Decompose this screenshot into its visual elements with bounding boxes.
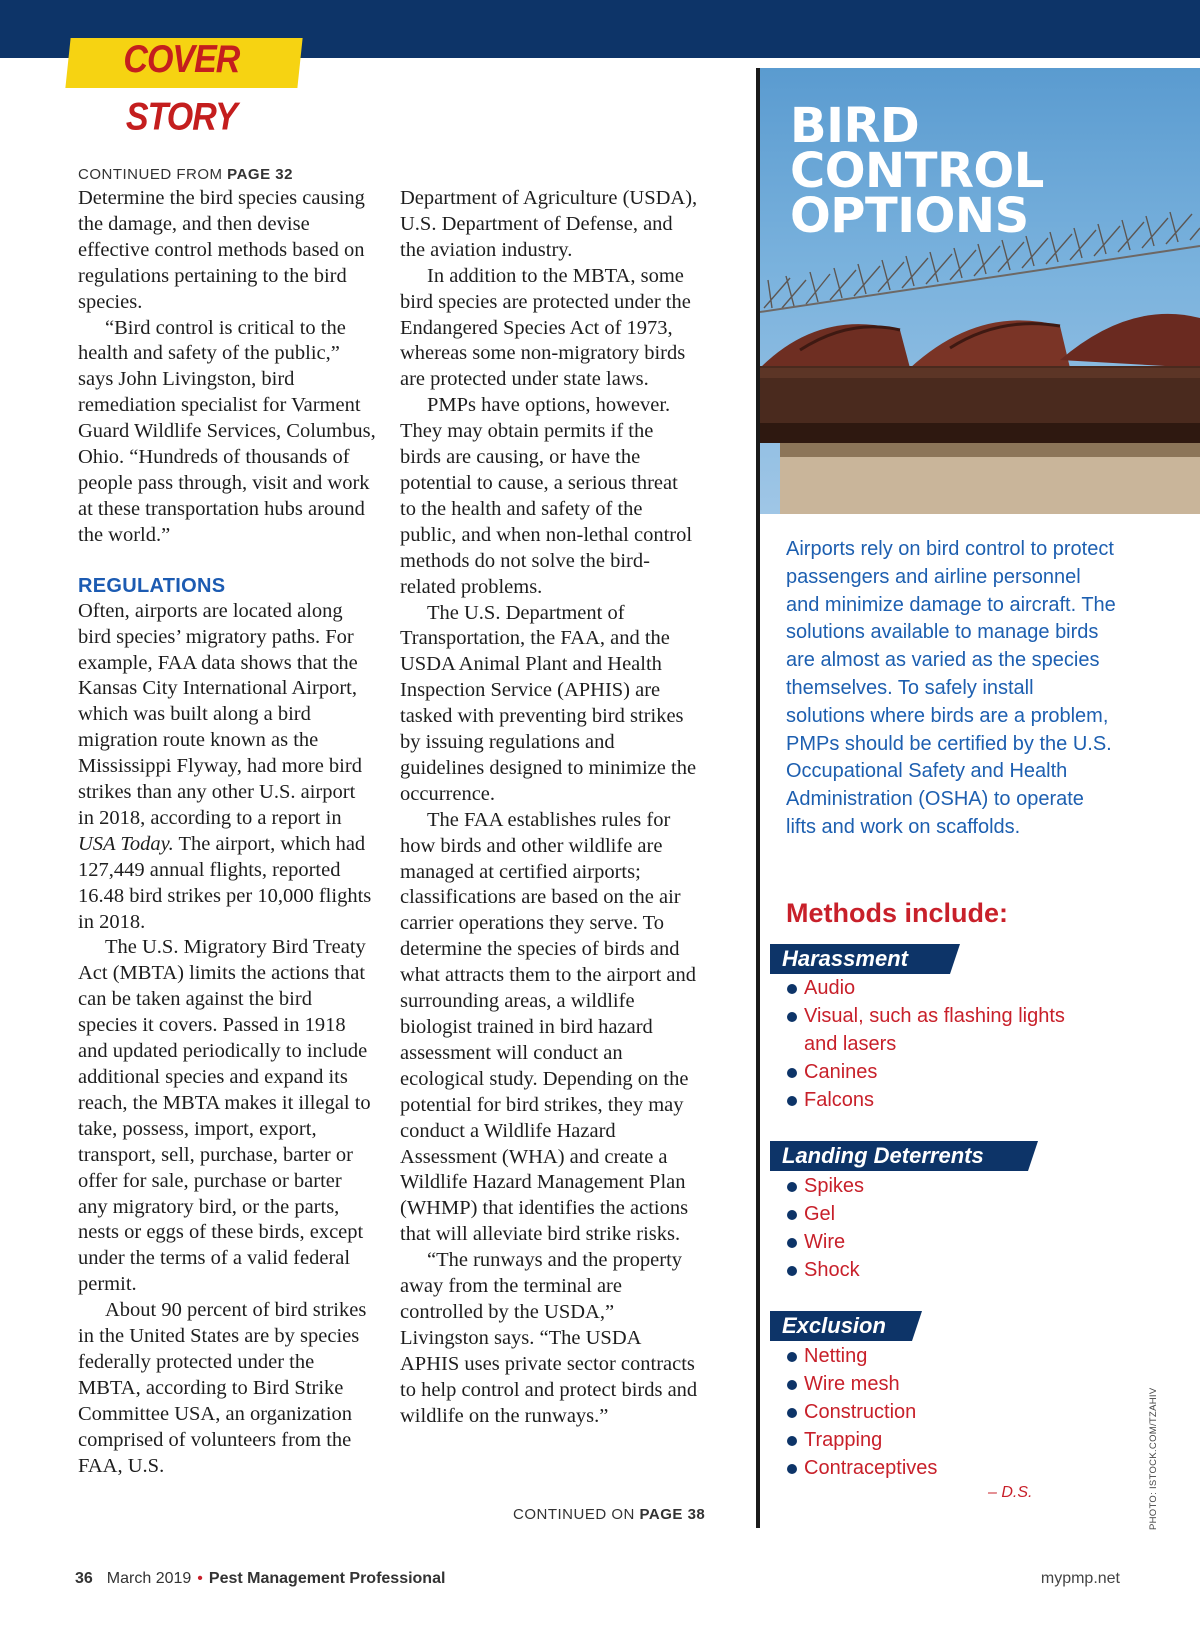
- issue-date: March 2019: [106, 1570, 192, 1587]
- article-column-2: [400, 186, 698, 1430]
- list-item: Shock: [786, 1256, 1106, 1284]
- landing-deterrents-list: [786, 1172, 1106, 1284]
- list-item: Spikes: [786, 1172, 1106, 1200]
- section-heading: REGULATIONS: [78, 574, 226, 597]
- photo-credit: PHOTO: ISTOCK.COM/TZAHIV: [1148, 1387, 1159, 1530]
- list-item: Wire mesh: [786, 1370, 1106, 1398]
- section-tag-label: COVER STORY: [123, 37, 240, 139]
- paragraph: About 90 percent of bird strikes in the United States are by species federally protected under the MBTA, according to Bird Strike Committee USA, an organization comprised of volunteers from the FAA, U.S.: [78, 1299, 367, 1477]
- paragraph: Department of Agriculture (USDA), U.S. Department of Defense, and the aviation industry.: [400, 187, 698, 261]
- paragraph: In addition to the MBTA, some bird species are protected under the Endangered Species Act of 1973, whereas some non-migratory birds are protected under state laws.: [400, 264, 691, 391]
- page-number: 36: [75, 1570, 93, 1587]
- category-exclusion: Exclusion: [770, 1311, 912, 1341]
- paragraph: The U.S. Migratory Bird Treaty Act (MBTA) limits the actions that can be taken against the bird species it covers. Passed in 1918 and updated periodically to include additional species and expand its reach, the MBTA makes it illegal to take, possess, import, export, transport, sell, purchase, barter or offer for sale, purchase or barter any migratory bird, or the parts, nests or eggs of these birds, except under the terms of a valid federal permit.: [78, 936, 371, 1296]
- continued-from-page: PAGE 32: [227, 166, 293, 183]
- website-link[interactable]: mypmp.net: [1040, 1570, 1120, 1587]
- list-item: Audio: [786, 974, 1106, 1002]
- list-item: Wire: [786, 1228, 1106, 1256]
- sidebar-intro: Airports rely on bird control to protect passengers and airline personnel and minimize damage to aircraft. The solutions available to manage birds are almost as varied as the species themselves. To safely install solutions where birds are a problem, PMPs should be certified by the U.S. Occupational Safety and Health Administration (OSHA) to operate lifts and work on scaffolds.: [786, 538, 1116, 838]
- paragraph: The FAA establishes rules for how birds and other wildlife are managed at certified airports; classifications are based on the air carrier operations they serve. To determine the species of birds and what attracts them to the airport and surrounding areas, a wildlife biologist trained in bird hazard assessment will conduct an ecological study. Depending on the potential for bird strikes, they may conduct a Wildlife Hazard Assessment (WHA) and create a Wildlife Hazard Management Plan (WHMP) that identifies the actions that will alleviate bird strike risks.: [400, 808, 697, 1246]
- author-initials: – D.S.: [988, 1484, 1033, 1501]
- footer-left: [75, 1570, 445, 1588]
- list-item: Gel: [786, 1200, 1106, 1228]
- list-item: Canines: [786, 1058, 1106, 1086]
- continued-on: CONTINUED ON PAGE 38: [513, 1506, 706, 1523]
- exclusion-list: [786, 1342, 1106, 1482]
- section-tag: [65, 37, 302, 139]
- separator: •: [197, 1570, 203, 1587]
- category-harassment: Harassment: [770, 944, 950, 974]
- list-item: Falcons: [786, 1086, 1106, 1114]
- paragraph: “Bird control is critical to the health and safety of the public,” says John Livingston, bird remediation specialist for Varment Guard Wildlife Services, Columbus, Ohio. “Hundreds of thousands of people pass through, visit and work at these transportation hubs around the world.”: [78, 316, 376, 546]
- harassment-list: [786, 974, 1106, 1114]
- paragraph: Often, airports are located along bird species’ migratory paths. For example, FAA data shows that the Kansas City International Airport, which was built along a bird migration route known as the Mississippi Flyway, had more bird strikes than any other U.S. airport in 2018, according to a report in USA Today. The airport, which had 127,449 annual flights, reported 16.48 bird strikes per 10,000 flights in 2018.: [78, 599, 372, 933]
- sidebar-title: BIRD CONTROL OPTIONS: [790, 98, 1044, 244]
- continued-from: CONTINUED FROM PAGE 32: [78, 166, 293, 183]
- continued-on-page: PAGE 38: [639, 1506, 706, 1523]
- list-item: Netting: [786, 1342, 1106, 1370]
- paragraph: The U.S. Department of Transportation, the FAA, and the USDA Animal Plant and Health Inspection Service (APHIS) are tasked with preventing bird strikes by issuing regulations and guidelines designed to minimize the occurrence.: [400, 601, 697, 805]
- publication-name: Pest Management Professional: [208, 1570, 446, 1587]
- list-item: Contraceptives: [786, 1454, 1106, 1482]
- article-column-1: [78, 186, 376, 1480]
- paragraph: Determine the bird species causing the damage, and then devise effective control methods based on regulations pertaining to the bird species.: [78, 187, 365, 313]
- methods-heading: Methods include:: [786, 898, 1008, 928]
- list-item: Trapping: [786, 1426, 1106, 1454]
- list-item: Visual, such as flashing lights and lasers: [786, 1002, 1086, 1058]
- category-landing-deterrents: Landing Deterrents: [770, 1141, 1028, 1171]
- paragraph: “The runways and the property away from the terminal are controlled by the USDA,” Livingston says. “The USDA APHIS uses private sector contracts to help control and protect birds and wildlife on the runways.”: [400, 1249, 698, 1427]
- paragraph: PMPs have options, however. They may obtain permits if the birds are causing, or have the potential to cause, a serious threat to the health and safety of the public, and when non-lethal control methods do not solve the bird-related problems.: [400, 394, 693, 598]
- list-item: Construction: [786, 1398, 1106, 1426]
